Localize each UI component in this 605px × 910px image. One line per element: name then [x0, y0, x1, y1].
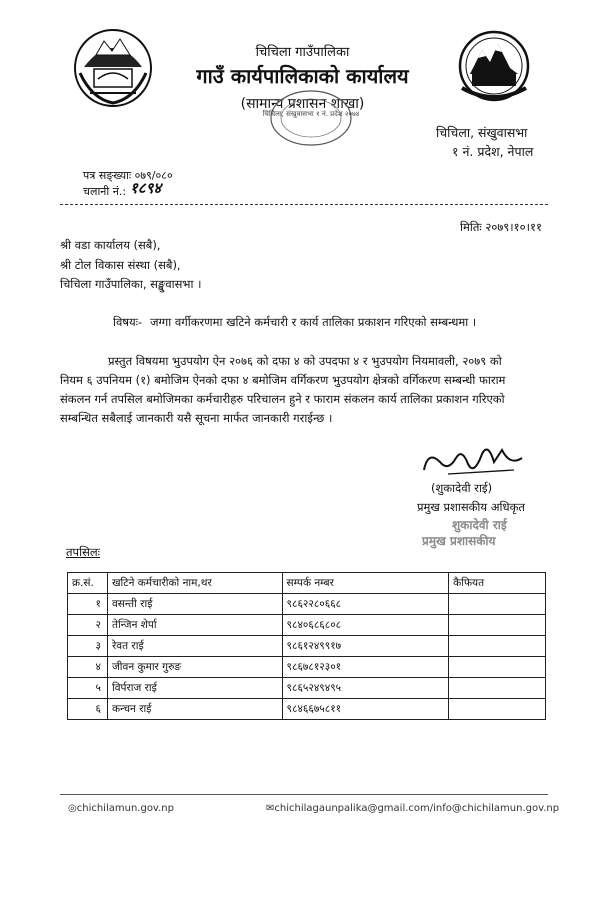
table-row [68, 699, 546, 720]
globe-icon: ◎ [68, 803, 77, 814]
row-phone: ९८६५२४९४९५ [282, 678, 449, 699]
recipient-1: श्री वडा कार्यालय (सबै), [60, 238, 161, 252]
row-remark [449, 678, 546, 699]
row-serial: ५ [68, 678, 108, 699]
body-line-2: नियम ६ उपनियम (१) बमोजिम ऐनको दफा ४ बमोजिम वर्गिकरण भुउपयोग क्षेत्रको वर्गिकरण सम्बन्धी फाराम [60, 373, 506, 387]
row-phone: ९८४६६७५८११ [282, 699, 449, 720]
municipality-name: चिचिला गाउँपालिका [255, 45, 350, 60]
row-serial: ४ [68, 657, 108, 678]
table-row [68, 657, 546, 678]
footer-website[interactable] [68, 803, 174, 814]
table-header-row [68, 573, 546, 594]
table-row [68, 615, 546, 636]
row-remark [449, 657, 546, 678]
letter-date: मितिः २०७९।१०।११ [460, 220, 542, 234]
mail-icon: ✉ [266, 803, 275, 814]
stamp-text: चिचिला, संखुवासभा १ नं. प्रदेश २०७४ [262, 110, 360, 118]
footer-email[interactable] [266, 803, 559, 814]
subject-text: जग्गा वर्गीकरणमा खटिने कर्मचारी र कार्य तालिका प्रकाशन गरिएको सम्बन्धमा । [150, 315, 477, 329]
row-remark [449, 636, 546, 657]
row-phone: ९८६२२८०६६८ [282, 594, 449, 615]
row-remark [449, 594, 546, 615]
header-phone: सम्पर्क नम्बर [282, 573, 449, 594]
row-phone: ९८४०६८६८०८ [282, 615, 449, 636]
row-name: कन्चन राई [107, 699, 282, 720]
body-line-4: सम्बन्धित सबैलाई जानकारी यसै सूचना मार्फत जानकारी गराईन्छ । [60, 411, 333, 425]
recipient-2: श्री टोल विकास संस्था (सबै), [60, 258, 181, 272]
header-serial: क्र.सं. [68, 573, 108, 594]
signature-stamp-title: प्रमुख प्रशासकीय [422, 534, 496, 548]
header-divider [60, 204, 548, 205]
row-name: तेन्जिन शेर्पा [107, 615, 282, 636]
row-remark [449, 699, 546, 720]
signature-stamp-name: शुकादेवी राई [452, 518, 507, 532]
subject-label: विषयः- [113, 315, 143, 329]
table-row [68, 636, 546, 657]
row-serial: ६ [68, 699, 108, 720]
row-name: रेवत राई [107, 636, 282, 657]
header-remarks: कैफियत [449, 573, 546, 594]
annex-label: तपसिलः [66, 545, 100, 559]
body-line-3: संकलन गर्न तपसिल बमोजिमका कर्मचारीहरु परिचालन हुने र फाराम संकलन कार्य तालिका प्रकाशन गरिएको [60, 392, 505, 406]
row-name: विर्पराज राई [107, 678, 282, 699]
website-text: chichilamun.gov.np [76, 803, 174, 814]
office-stamp [262, 88, 360, 148]
row-name: वसन्ती राई [107, 594, 282, 615]
row-phone: ९८६१२४९९१७ [282, 636, 449, 657]
signatory-name: (शुकादेवी राई) [431, 481, 493, 495]
row-remark [449, 615, 546, 636]
office-title: गाउँ कार्यपालिकाको कार्यालय [196, 64, 409, 88]
row-serial: १ [68, 594, 108, 615]
row-phone: ९८६७८१२३०१ [282, 657, 449, 678]
email-text: chichilagaunpalika@gmail.com/info@chichilamun.gov.np [274, 803, 560, 814]
table-row [68, 594, 546, 615]
handwritten-signature [418, 440, 528, 482]
row-serial: ३ [68, 636, 108, 657]
table-row [68, 678, 546, 699]
footer-divider [60, 794, 548, 795]
signature-stamp [420, 512, 550, 552]
row-name: जीवन कुमार गुरुङ [107, 657, 282, 678]
recipient-3: चिचिला गाउँपालिका, सङ्खुवासभा । [60, 277, 202, 291]
header-name: खटिने कर्मचारीको नाम,थर [107, 573, 282, 594]
body-line-1: प्रस्तुत विषयमा भुउपयोग ऐन २०७६ को दफा ४ को उपदफा ४ र भुउपयोग नियमावली, २०७९ को [108, 354, 502, 368]
row-serial: २ [68, 615, 108, 636]
staff-table [67, 572, 546, 720]
letter-number: पत्र सङ्ख्याः ०७९/०८० [83, 169, 173, 182]
signatory-title: प्रमुख प्रशासकीय अधिकृत [417, 500, 525, 514]
address-line-1: चिचिला, संखुवासभा [436, 125, 528, 140]
dispatch-number-value: १८९४ [130, 179, 162, 197]
dispatch-number-label: चलानी नं.: [83, 185, 127, 198]
section-title: (सामान्य प्रशासन शाखा) [240, 96, 365, 112]
address-line-2: १ नं. प्रदेश, नेपाल [452, 144, 534, 159]
